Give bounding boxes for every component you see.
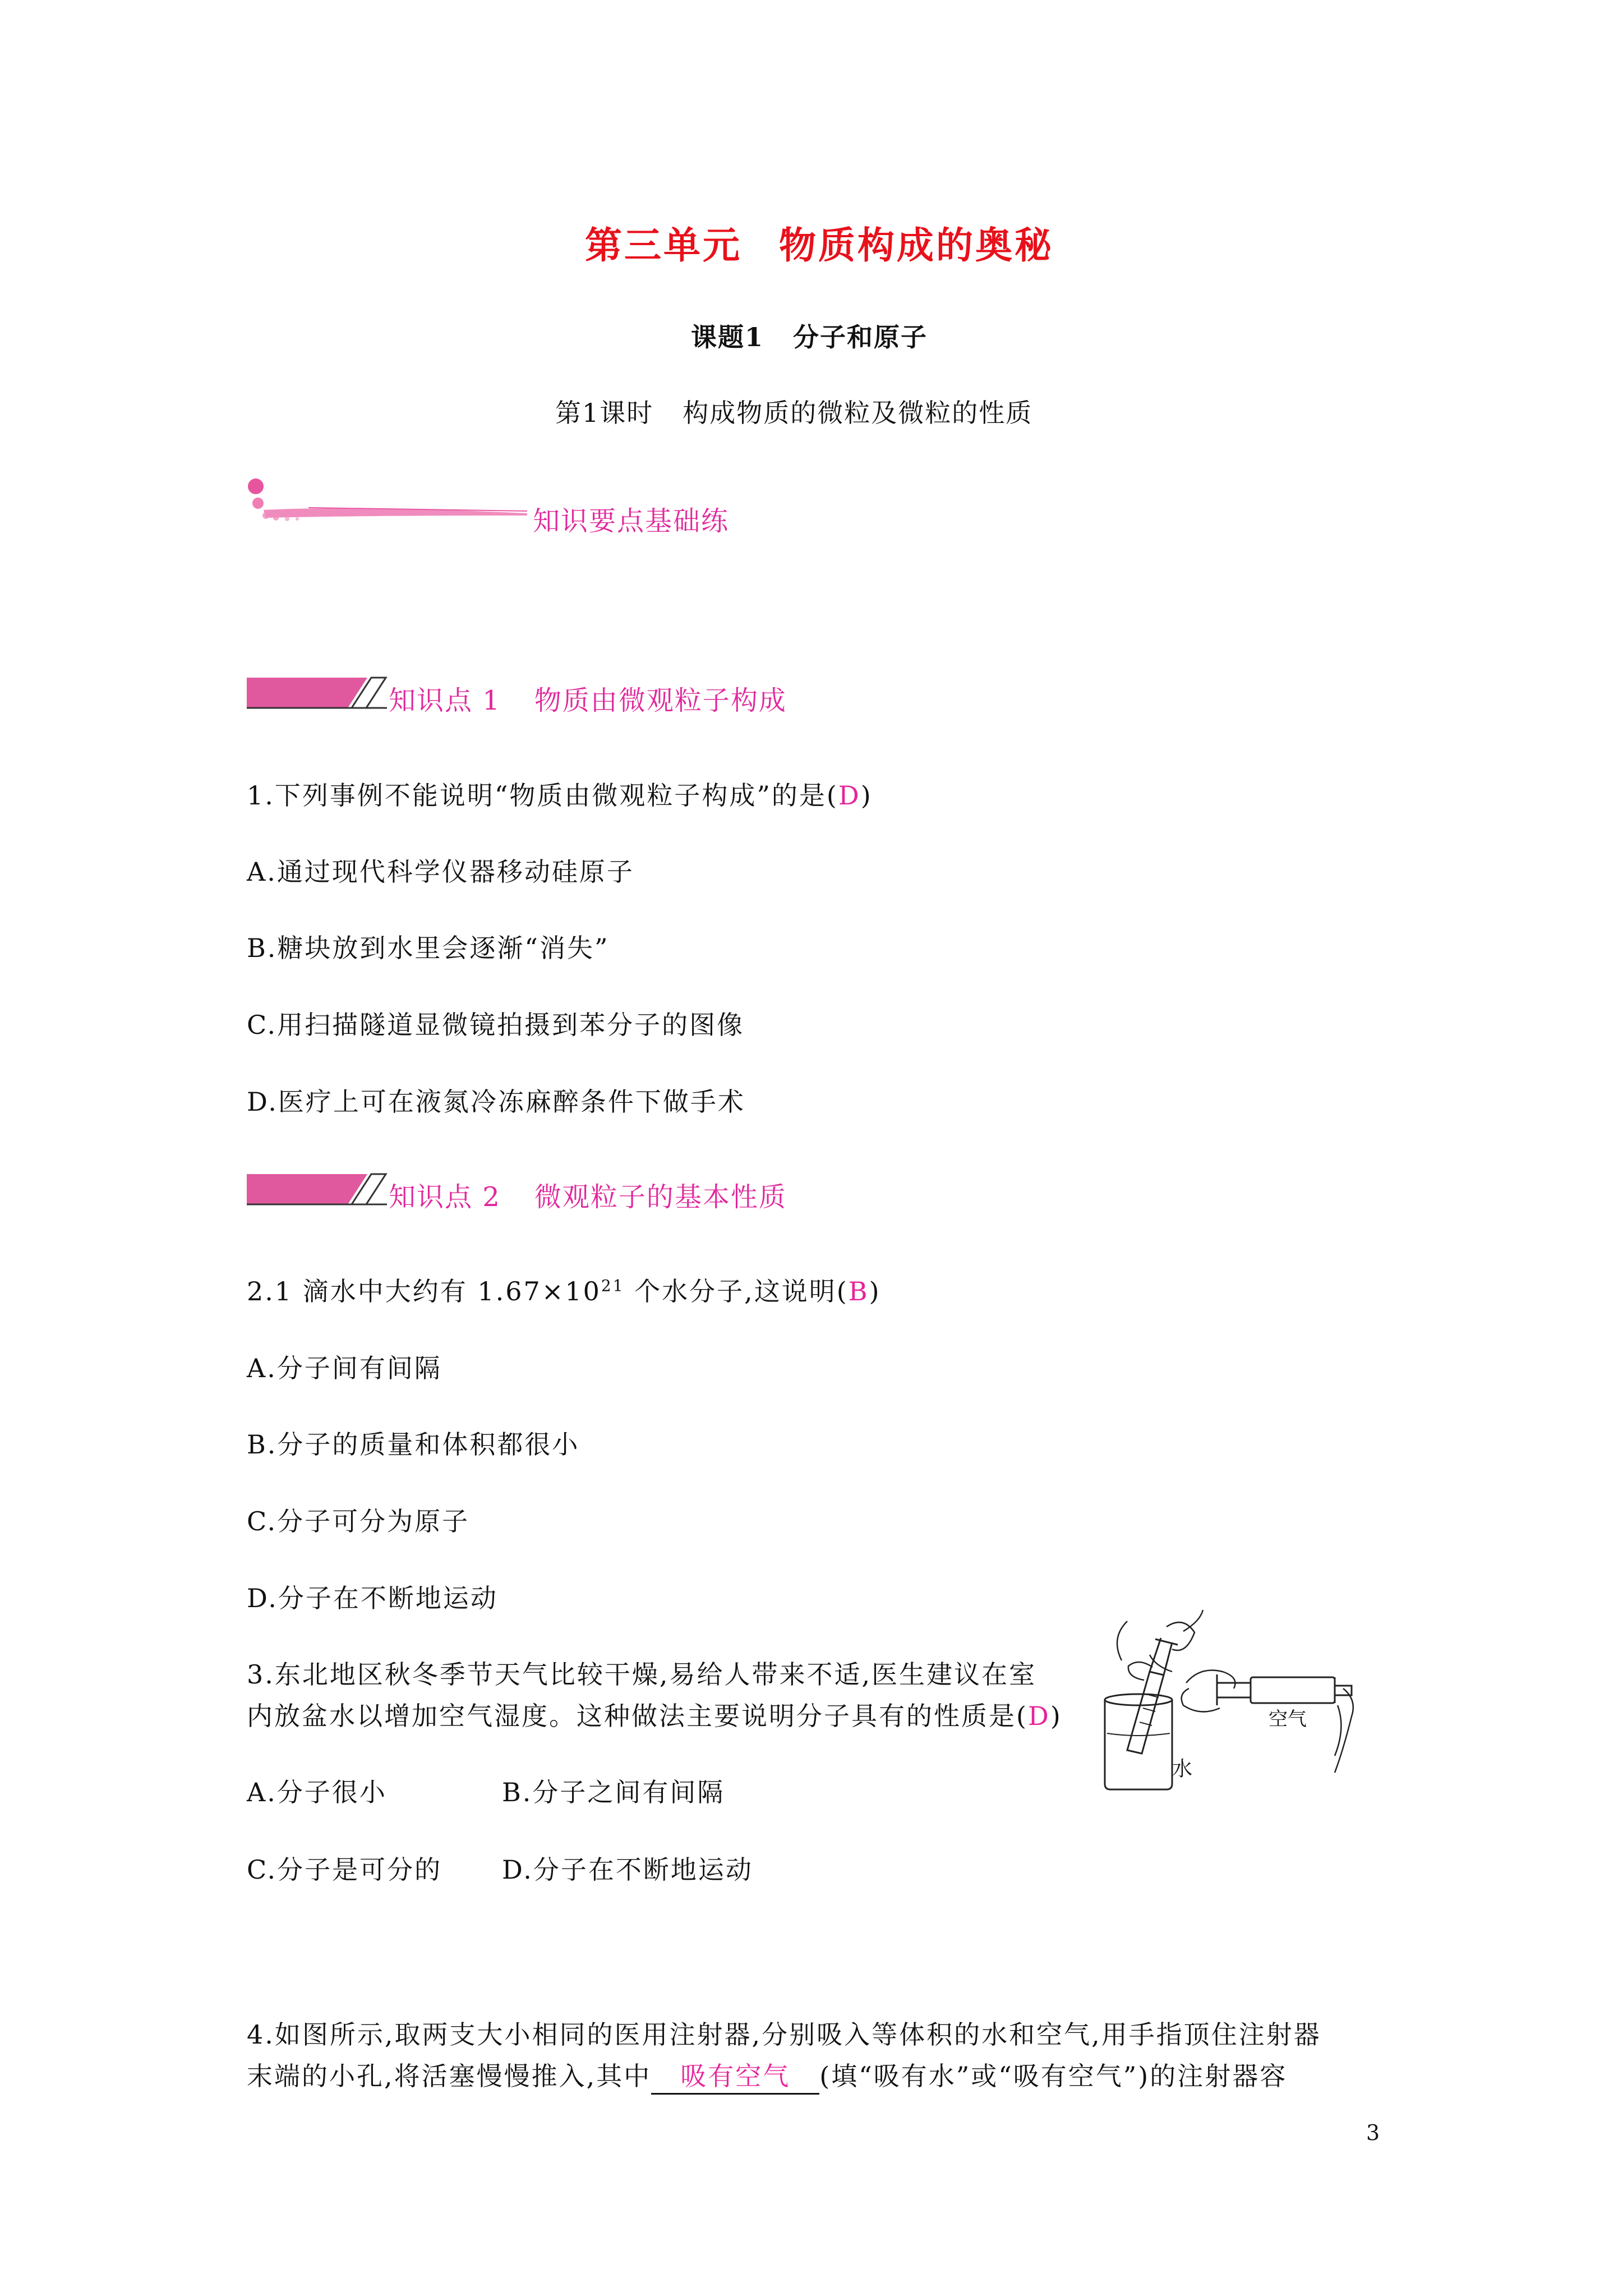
q1-answer: D	[838, 780, 861, 811]
q4-line-2: 末端的小孔,将活塞慢慢推入,其中 吸有空气 (填“吸有水”或“吸有空气”)的注射器容	[247, 2056, 1287, 2095]
q3-answer: D	[1027, 1701, 1050, 1731]
q1-option-d: D.医疗上可在液氮冷冻麻醉条件下做手术	[247, 1087, 745, 1117]
q2-stem: 2.1 滴水中大约有 $1.67\times 10^{21}$ 个水分子,这说明(B)	[247, 1276, 881, 1306]
q3-option-d: D.分子在不断地运动	[502, 1855, 753, 1885]
q2-option-b: B.分子的质量和体积都很小	[247, 1429, 580, 1460]
unit-name: 物质构成的奥秘	[779, 223, 1054, 267]
water-syringe	[1117, 1610, 1203, 1754]
unit-number: 第三单元	[585, 223, 742, 267]
section-banner-decoration	[241, 474, 544, 530]
q2-option-d: D.分子在不断地运动	[247, 1583, 498, 1613]
page-number: 3	[1366, 2120, 1380, 2145]
q3-line-1: 3.东北地区秋冬季节天气比较干燥,易给人带来不适,医生建议在室	[247, 1659, 1037, 1690]
q4-answer: 吸有空气	[680, 2061, 791, 2091]
q2-option-c: C.分子可分为原子	[247, 1506, 470, 1536]
figure-label-air: 空气	[1269, 1708, 1307, 1731]
q1-option-a: A.通过现代科学仪器移动硅原子	[247, 857, 634, 887]
kp1-tag	[247, 673, 387, 710]
kp2-tag	[247, 1170, 387, 1207]
q2-exponent: 21	[601, 1276, 625, 1295]
q1-stem: 1.下列事例不能说明“物质由微观粒子构成”的是(D)	[247, 780, 873, 811]
q2-answer: B	[848, 1276, 869, 1306]
section-banner-label: 知识要点基础练	[533, 505, 730, 537]
q1-option-c: C.用扫描隧道显微镜拍摄到苯分子的图像	[247, 1010, 745, 1040]
q1-option-b: B.糖块放到水里会逐渐“消失”	[247, 933, 610, 963]
period-title: 第1课时 构成物质的微粒及微粒的性质	[555, 398, 1033, 428]
q3-option-b: B.分子之间有间隔	[502, 1777, 725, 1807]
syringe-figure	[1088, 1604, 1357, 1795]
kp2-heading: 知识点 2 微观粒子的基本性质	[389, 1181, 787, 1213]
lesson-title: 课题1 分子和原子	[691, 322, 928, 352]
air-syringe	[1150, 1655, 1353, 1773]
q3-line-2: 内放盆水以增加空气湿度。这种做法主要说明分子具有的性质是(D)	[247, 1701, 1062, 1731]
q4-line-1: 4.如图所示,取两支大小相同的医用注射器,分别吸入等体积的水和空气,用手指顶住注射器	[247, 2019, 1321, 2050]
unit-title	[585, 215, 1054, 269]
q2-option-a: A.分子间有间隔	[247, 1353, 442, 1383]
kp1-heading: 知识点 1 物质由微观粒子构成	[389, 685, 787, 716]
figure-label-water: 水	[1172, 1757, 1193, 1780]
q3-option-a: A.分子很小	[247, 1777, 387, 1807]
q3-option-c: C.分子是可分的	[247, 1855, 442, 1885]
